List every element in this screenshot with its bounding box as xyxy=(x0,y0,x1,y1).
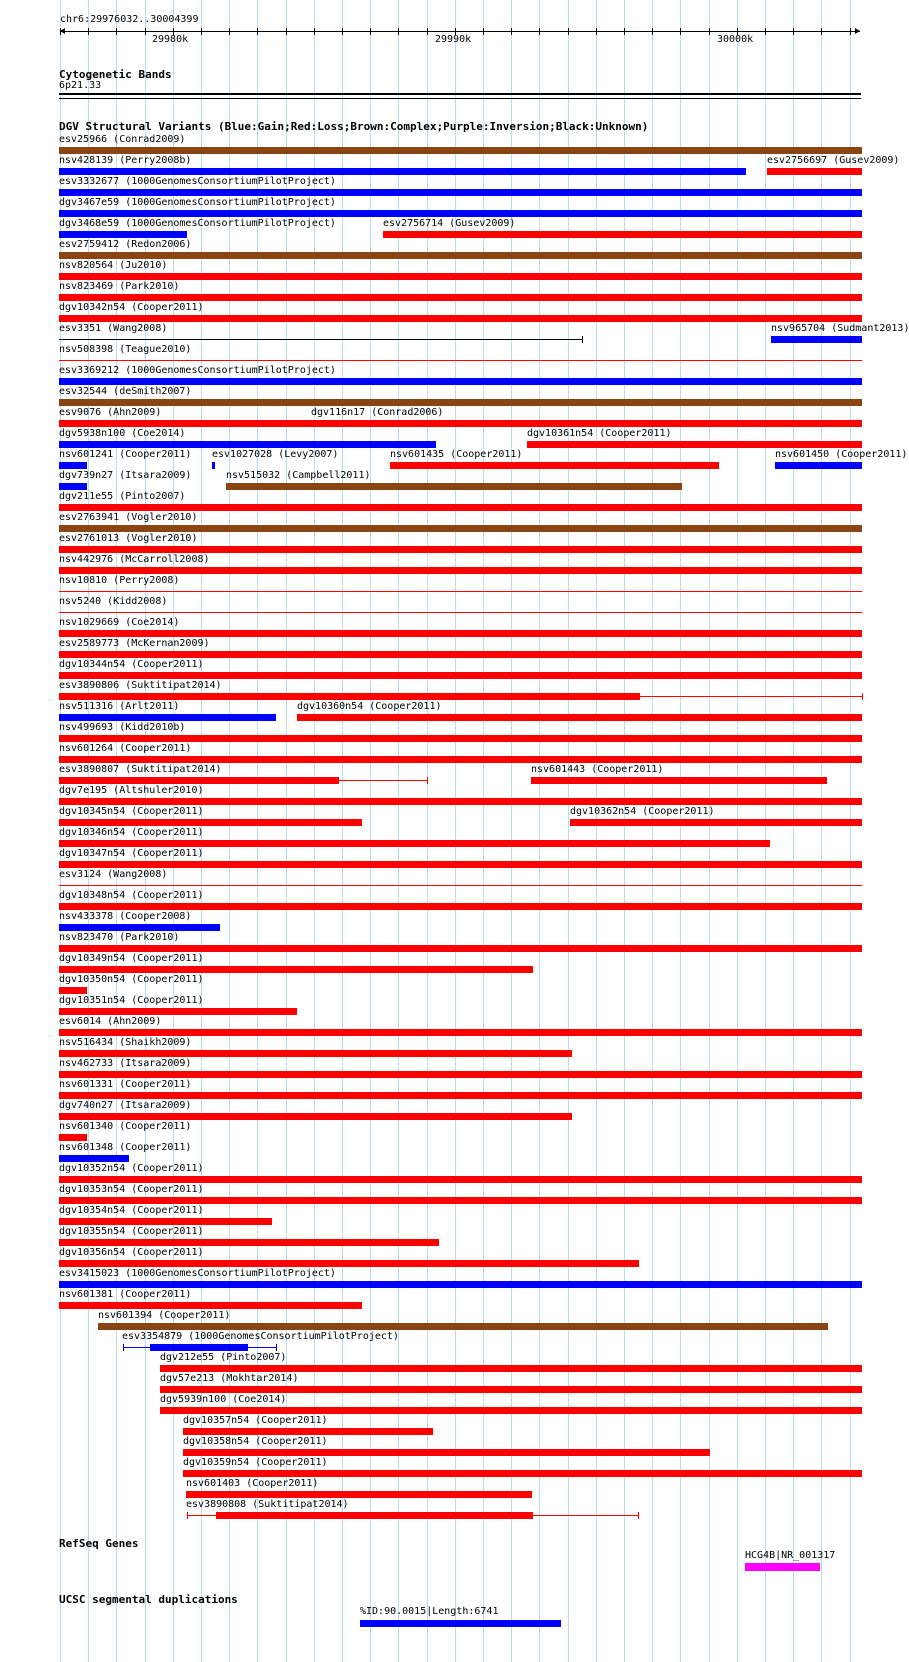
sv-feature-label: esv3354879 (1000GenomesConsortiumPilotProject) xyxy=(122,1331,399,1342)
sv-feature-bar[interactable] xyxy=(186,1491,532,1498)
sv-feature-bar[interactable] xyxy=(59,1029,862,1036)
sv-feature-label: nsv601241 (Cooper2011) xyxy=(59,449,192,460)
sv-feature-bar[interactable] xyxy=(59,399,862,406)
sv-feature-bar[interactable] xyxy=(59,1197,862,1204)
ruler-tick-label: 30000k xyxy=(717,34,754,45)
sv-feature-bar[interactable] xyxy=(59,966,533,973)
sv-feature-end-cap xyxy=(638,1512,639,1519)
sv-feature-bar[interactable] xyxy=(570,819,862,826)
sv-feature-bar[interactable] xyxy=(59,441,436,448)
sv-feature-bar[interactable] xyxy=(59,672,862,679)
ruler-tick-label: 29980k xyxy=(152,34,189,45)
sv-feature-bar[interactable] xyxy=(59,840,770,847)
sv-feature-label: dgv10361n54 (Cooper2011) xyxy=(527,428,672,439)
sv-feature-bar[interactable] xyxy=(531,777,827,784)
sv-feature-end-cap xyxy=(427,777,428,784)
sv-feature-bar[interactable] xyxy=(59,861,862,868)
sv-feature-label: nsv515032 (Campbell2011) xyxy=(226,470,371,481)
sv-feature-label: esv2756714 (Gusev2009) xyxy=(383,218,516,229)
sv-feature-end-cap xyxy=(639,693,640,700)
refseq-gene-feature[interactable] xyxy=(745,1563,820,1571)
sv-feature-bar[interactable] xyxy=(226,483,682,490)
sv-feature-bar[interactable] xyxy=(59,714,276,721)
sv-feature-label: esv2756697 (Gusev2009) xyxy=(767,155,900,166)
sv-feature-end-cap xyxy=(338,777,339,784)
sv-feature-bar[interactable] xyxy=(59,567,862,574)
sv-feature-label: dgv10358n54 (Cooper2011) xyxy=(183,1436,328,1447)
sv-feature-bar[interactable] xyxy=(59,651,862,658)
sv-feature-bar[interactable] xyxy=(59,360,862,361)
sv-feature-bar[interactable] xyxy=(59,756,862,763)
sv-feature-label: dgv116n17 (Conrad2006) xyxy=(311,407,444,418)
sv-feature-label: dgv10352n54 (Cooper2011) xyxy=(59,1163,204,1174)
sv-feature-bar[interactable] xyxy=(59,630,862,637)
sv-feature-label: dgv10356n54 (Cooper2011) xyxy=(59,1247,204,1258)
sv-feature-label: esv6014 (Ahn2009) xyxy=(59,1016,162,1027)
sv-feature-label: dgv212e55 (Pinto2007) xyxy=(160,1352,287,1363)
sv-feature-end-cap xyxy=(276,1344,277,1351)
sv-feature-label: nsv823470 (Park2010) xyxy=(59,932,180,943)
sv-feature-end-cap xyxy=(582,336,583,343)
sv-feature-bar[interactable] xyxy=(59,1302,362,1309)
sv-feature-label: esv9076 (Ahn2009) xyxy=(59,407,162,418)
sv-feature-label: dgv10349n54 (Cooper2011) xyxy=(59,953,204,964)
cytoband-label: 6p21.33 xyxy=(59,80,102,91)
refseq-track-title: RefSeq Genes xyxy=(59,1537,139,1550)
sv-feature-label: nsv1029669 (Coe2014) xyxy=(59,617,180,628)
sv-feature-label: nsv5240 (Kidd2008) xyxy=(59,596,168,607)
sv-feature-bar[interactable] xyxy=(59,945,862,952)
sv-feature-label: nsv601435 (Cooper2011) xyxy=(390,449,523,460)
sv-feature-label: dgv10353n54 (Cooper2011) xyxy=(59,1184,204,1195)
sv-feature-bar[interactable] xyxy=(59,885,862,886)
segdup-item-label: %ID:90.0015|Length:6741 xyxy=(360,1606,499,1617)
sv-feature-label: esv3415023 (1000GenomesConsortiumPilotProject) xyxy=(59,1268,336,1279)
sv-feature-bar[interactable] xyxy=(59,315,862,322)
sv-feature-label: dgv5938n100 (Coe2014) xyxy=(59,428,186,439)
sv-feature-bar[interactable] xyxy=(59,294,862,301)
sv-feature-bar[interactable] xyxy=(59,1113,572,1120)
sv-feature-label: nsv601264 (Cooper2011) xyxy=(59,743,192,754)
sv-feature-label: esv32544 (deSmith2007) xyxy=(59,386,192,397)
sv-feature-end-cap xyxy=(862,693,863,700)
sv-feature-bar[interactable] xyxy=(59,903,862,910)
sv-feature-bar[interactable] xyxy=(59,420,307,427)
sv-feature-bar[interactable] xyxy=(767,168,862,175)
sv-feature-extent-line xyxy=(123,1347,276,1348)
sv-feature-end-cap xyxy=(187,1512,188,1519)
sv-feature-bar[interactable] xyxy=(771,336,862,343)
sv-feature-label: dgv10360n54 (Cooper2011) xyxy=(297,701,442,712)
sv-feature-label: nsv462733 (Itsara2009) xyxy=(59,1058,192,1069)
sv-feature-bar[interactable] xyxy=(160,1407,862,1414)
sv-feature-bar[interactable] xyxy=(307,420,862,427)
sv-feature-label: esv25966 (Conrad2009) xyxy=(59,134,186,145)
sv-feature-bar[interactable] xyxy=(527,441,862,448)
sv-feature-label: esv3369212 (1000GenomesConsortiumPilotProject) xyxy=(59,365,336,376)
sv-feature-label: esv3351 (Wang2008) xyxy=(59,323,168,334)
sv-feature-label: nsv965704 (Sudmant2013) xyxy=(771,323,909,334)
dgv-track-title: DGV Structural Variants (Blue:Gain;Red:Loss;Brown:Complex;Purple:Inversion;Black:Unknown) xyxy=(59,120,649,133)
sv-feature-label: esv3124 (Wang2008) xyxy=(59,869,168,880)
sv-feature-bar[interactable] xyxy=(59,924,220,931)
sv-feature-label: nsv820564 (Ju2010) xyxy=(59,260,168,271)
sv-feature-bar[interactable] xyxy=(59,693,639,700)
sv-feature-label: esv2763941 (Vogler2010) xyxy=(59,512,198,523)
sv-feature-label: nsv442976 (McCarroll2008) xyxy=(59,554,210,565)
sv-feature-label: esv1027028 (Levy2007) xyxy=(212,449,339,460)
segdup-feature[interactable] xyxy=(360,1620,561,1627)
sv-feature-bar[interactable] xyxy=(59,1281,862,1288)
sv-feature-bar[interactable] xyxy=(59,378,862,385)
sv-feature-extent-line xyxy=(338,780,427,781)
sv-feature-bar[interactable] xyxy=(183,1428,433,1435)
sv-feature-bar[interactable] xyxy=(59,987,87,994)
sv-feature-label: dgv3468e59 (1000GenomesConsortiumPilotProject) xyxy=(59,218,336,229)
sv-feature-label: nsv601381 (Cooper2011) xyxy=(59,1289,192,1300)
sv-feature-extent-line xyxy=(187,1515,638,1516)
sv-feature-bar[interactable] xyxy=(59,1134,87,1141)
sv-feature-label: dgv10345n54 (Cooper2011) xyxy=(59,806,204,817)
sv-feature-extent-line xyxy=(639,696,862,697)
sv-feature-bar[interactable] xyxy=(183,1470,862,1477)
sv-feature-bar[interactable] xyxy=(59,504,862,511)
sv-feature-label: esv2759412 (Redon2006) xyxy=(59,239,192,250)
sv-feature-label: nsv601443 (Cooper2011) xyxy=(531,764,664,775)
sv-feature-label: nsv601394 (Cooper2011) xyxy=(98,1310,231,1321)
sv-feature-bar[interactable] xyxy=(59,462,87,469)
sv-feature-label: dgv10354n54 (Cooper2011) xyxy=(59,1205,204,1216)
sv-feature-bar[interactable] xyxy=(59,798,862,805)
sv-feature-bar[interactable] xyxy=(59,777,338,784)
sv-feature-label: nsv601403 (Cooper2011) xyxy=(186,1478,319,1489)
sv-feature-bar[interactable] xyxy=(98,1323,828,1330)
sv-feature-bar[interactable] xyxy=(59,1092,862,1099)
sv-feature-bar[interactable] xyxy=(59,1239,439,1246)
sv-feature-bar[interactable] xyxy=(183,1449,710,1456)
sv-feature-label: nsv516434 (Shaikh2009) xyxy=(59,1037,192,1048)
sv-feature-label: dgv10344n54 (Cooper2011) xyxy=(59,659,204,670)
sv-feature-label: esv3890808 (Suktitipat2014) xyxy=(186,1499,349,1510)
sv-feature-bar[interactable] xyxy=(59,273,862,280)
sv-feature-label: nsv601340 (Cooper2011) xyxy=(59,1121,192,1132)
sv-feature-label: dgv739n27 (Itsara2009) xyxy=(59,470,192,481)
refseq-gene-label: HCG4B|NR_001317 xyxy=(745,1550,836,1561)
sv-feature-label: nsv10810 (Perry2008) xyxy=(59,575,180,586)
sv-feature-label: nsv601348 (Cooper2011) xyxy=(59,1142,192,1153)
sv-feature-bar[interactable] xyxy=(59,735,862,742)
sv-feature-bar[interactable] xyxy=(390,462,719,469)
ruler-tick-label: 29990k xyxy=(435,34,472,45)
sv-feature-bar[interactable] xyxy=(59,525,862,532)
sv-feature-label: nsv499693 (Kidd2010b) xyxy=(59,722,186,733)
cytoband-track-title: Cytogenetic Bands xyxy=(59,68,172,81)
sv-feature-end-cap xyxy=(123,1344,124,1351)
ruler-position: chr6:29976032..30004399 xyxy=(60,14,199,25)
sv-feature-label: dgv10359n54 (Cooper2011) xyxy=(183,1457,328,1468)
sv-feature-bar[interactable] xyxy=(59,591,862,592)
sv-feature-label: dgv57e213 (Mokhtar2014) xyxy=(160,1373,299,1384)
sv-feature-bar[interactable] xyxy=(59,483,87,490)
sv-feature-bar[interactable] xyxy=(59,1008,297,1015)
sv-feature-label: dgv10348n54 (Cooper2011) xyxy=(59,890,204,901)
sv-feature-bar[interactable] xyxy=(59,339,582,340)
sv-feature-label: dgv5939n100 (Coe2014) xyxy=(160,1394,287,1405)
sv-feature-bar[interactable] xyxy=(383,231,862,238)
sv-feature-label: nsv433378 (Cooper2008) xyxy=(59,911,192,922)
sv-feature-label: nsv823469 (Park2010) xyxy=(59,281,180,292)
sv-feature-bar[interactable] xyxy=(59,612,862,613)
sv-feature-bar[interactable] xyxy=(59,210,862,217)
sv-feature-label: esv2589773 (McKernan2009) xyxy=(59,638,210,649)
sv-feature-bar[interactable] xyxy=(59,1218,272,1225)
sv-feature-label: dgv10355n54 (Cooper2011) xyxy=(59,1226,204,1237)
sv-feature-label: nsv428139 (Perry2008b) xyxy=(59,155,192,166)
sv-feature-label: dgv7e195 (Altshuler2010) xyxy=(59,785,204,796)
sv-feature-bar[interactable] xyxy=(59,1260,639,1267)
sv-feature-label: esv3890806 (Suktitipat2014) xyxy=(59,680,222,691)
sv-feature-label: nsv508398 (Teague2010) xyxy=(59,344,192,355)
sv-feature-label: dgv10362n54 (Cooper2011) xyxy=(570,806,715,817)
sv-feature-label: dgv10346n54 (Cooper2011) xyxy=(59,827,204,838)
sv-feature-bar[interactable] xyxy=(59,1050,572,1057)
sv-feature-label: dgv3467e59 (1000GenomesConsortiumPilotProject) xyxy=(59,197,336,208)
sv-feature-bar[interactable] xyxy=(212,462,215,469)
sv-feature-bar[interactable] xyxy=(59,252,862,259)
sv-feature-label: esv2761013 (Vogler2010) xyxy=(59,533,198,544)
sv-feature-label: dgv10347n54 (Cooper2011) xyxy=(59,848,204,859)
sv-feature-bar[interactable] xyxy=(59,1176,862,1183)
sv-feature-bar[interactable] xyxy=(59,546,862,553)
sv-feature-label: dgv211e55 (Pinto2007) xyxy=(59,491,186,502)
sv-feature-bar[interactable] xyxy=(160,1386,862,1393)
sv-feature-label: dgv10342n54 (Cooper2011) xyxy=(59,302,204,313)
sv-feature-label: dgv10357n54 (Cooper2011) xyxy=(183,1415,328,1426)
sv-feature-bar[interactable] xyxy=(59,1071,862,1078)
sv-feature-bar[interactable] xyxy=(59,819,362,826)
sv-feature-label: nsv601450 (Cooper2011) xyxy=(775,449,908,460)
sv-feature-label: dgv740n27 (Itsara2009) xyxy=(59,1100,192,1111)
sv-feature-bar[interactable] xyxy=(297,714,862,721)
sv-feature-label: dgv10350n54 (Cooper2011) xyxy=(59,974,204,985)
sv-feature-bar[interactable] xyxy=(59,189,862,196)
sv-feature-bar[interactable] xyxy=(59,168,746,175)
sv-feature-bar[interactable] xyxy=(59,1155,129,1162)
sv-feature-bar[interactable] xyxy=(59,147,862,154)
sv-feature-label: nsv601331 (Cooper2011) xyxy=(59,1079,192,1090)
sv-feature-label: esv3332677 (1000GenomesConsortiumPilotProject) xyxy=(59,176,336,187)
sv-feature-bar[interactable] xyxy=(775,462,862,469)
sv-feature-label: nsv511316 (Arlt2011) xyxy=(59,701,180,712)
sv-feature-bar[interactable] xyxy=(59,231,187,238)
segdup-track-title: UCSC segmental duplications xyxy=(59,1593,238,1606)
sv-feature-bar[interactable] xyxy=(160,1365,862,1372)
sv-feature-label: dgv10351n54 (Cooper2011) xyxy=(59,995,204,1006)
sv-feature-label: esv3890807 (Suktitipat2014) xyxy=(59,764,222,775)
